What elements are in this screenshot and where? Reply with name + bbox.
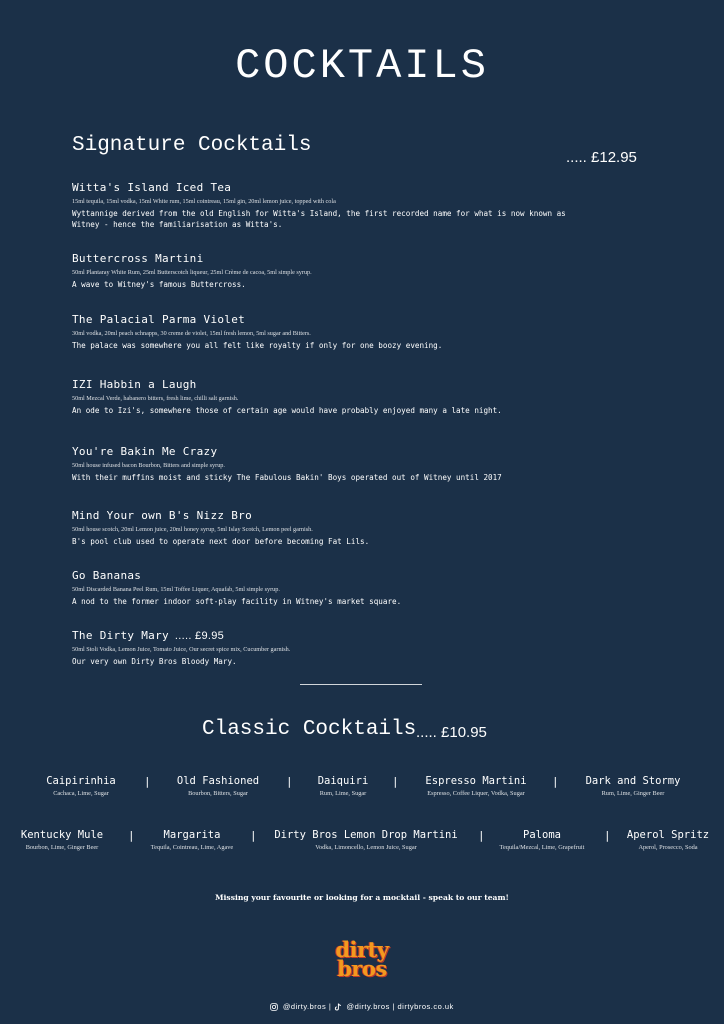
classic-ingredients: Tequila, Cointreau, Lime, Agave [150, 844, 234, 851]
classic-name: Paloma [523, 829, 561, 841]
separator: | [478, 829, 485, 842]
classic-name: Kentucky Mule [20, 829, 104, 841]
cocktail-description: With their muffins moist and sticky The Fabulous Bakin' Boys operated out of Witney until 2017 [72, 473, 502, 482]
cocktail-ingredients: 50ml Plantaray White Rum, 25ml Butterscotch liqueur, 25ml Crème de cacoa, 5ml simple syrup. [72, 269, 312, 276]
separator: | [128, 829, 135, 842]
mocktail-note: Missing your favourite or looking for a mocktail - speak to our team! [215, 893, 509, 902]
classic-ingredients: Rum, Lime, Ginger Beer [601, 790, 665, 797]
cocktail-item [72, 252, 612, 290]
footer [0, 1001, 724, 1011]
separator: | [286, 775, 293, 788]
separator: | [604, 829, 611, 842]
cocktail-description: A nod to the former indoor soft-play facility in Witney's market square. [72, 597, 402, 606]
logo-line-1: dirty [335, 937, 389, 962]
classic-ingredients: Aperol, Prosecco, Soda [638, 844, 698, 851]
classic-ingredients: Rum, Lime, Sugar [319, 790, 367, 797]
classic-price: ..... £10.95 [416, 724, 487, 741]
classic-item [486, 829, 598, 851]
classic-ingredients: Bourbon, Bitters, Sugar [188, 790, 248, 797]
section-divider [300, 684, 422, 685]
tiktok-icon [334, 1002, 344, 1011]
tiktok-handle[interactable]: @dirty.bros [346, 1001, 390, 1011]
cocktail-item [72, 569, 612, 607]
cocktail-description: B's pool club used to operate next door before becoming Fat Lils. [72, 537, 370, 546]
classic-item [132, 829, 252, 851]
separator: | [250, 829, 257, 842]
cocktail-name: The Dirty Mary [72, 629, 169, 642]
cocktail-item [72, 181, 612, 230]
cocktail-description: Wyttannige derived from the old English for Witta's Island, the first recorded name for what is now known as Witney - hence the familiarisation as Witta's. [72, 209, 566, 229]
cocktail-item [72, 378, 612, 416]
cocktail-description: A wave to Witney's famous Buttercross. [72, 280, 246, 289]
cocktail-ingredients: 50ml Stoli Vodka, Lemon Juice, Tomato Juice, Our secret spice mix, Cucumber garnish. [72, 646, 291, 653]
separator: | [392, 775, 399, 788]
instagram-handle[interactable]: @dirty.bros [282, 1001, 327, 1011]
classic-item [158, 775, 278, 797]
separator: | [552, 775, 559, 788]
cocktail-name: Witta's Island Iced Tea [72, 181, 232, 194]
cocktail-name: IZI Habbin a Laugh [72, 378, 197, 391]
cocktail-item [72, 313, 612, 351]
signature-price: ..... £12.95 [566, 149, 637, 166]
cocktail-name: Go Bananas [72, 569, 142, 582]
cocktail-item [72, 629, 612, 667]
classic-item [14, 829, 110, 851]
cocktail-ingredients: 50ml Mezcal Verde, habanero bitters, fresh lime, chilli salt garnish. [72, 395, 239, 402]
cocktail-name: Buttercross Martini [72, 252, 204, 265]
signature-heading: Signature Cocktails [72, 134, 312, 157]
cocktail-name: The Palacial Parma Violet [72, 313, 246, 326]
classic-name: Dark and Stormy [585, 775, 681, 787]
dirty-bros-logo [310, 937, 414, 981]
cocktail-ingredients: 30ml vodka, 20ml peach schnapps, 30 creme de violet, 15ml fresh lemon, 5ml sugar and Bitters. [72, 330, 311, 337]
classic-ingredients: Cachaca, Lime, Sugar [53, 790, 109, 797]
classic-ingredients: Vodka, Limoncello, Lemon Juice, Sugar [315, 844, 417, 851]
cocktail-name-row [72, 629, 612, 642]
classic-ingredients: Tequila/Mezcal, Lime, Grapefruit [499, 844, 585, 851]
classic-name: Dirty Bros Lemon Drop Martini [274, 829, 458, 841]
classic-item [268, 829, 464, 851]
footer-divider: | [392, 1001, 395, 1011]
classic-name: Old Fashioned [176, 775, 260, 787]
classic-name: Caipirinhia [46, 775, 116, 787]
classic-item [26, 775, 136, 797]
classic-ingredients: Bourbon, Lime, Ginger Beer [25, 844, 99, 851]
cocktail-price: ..... £9.95 [174, 630, 225, 642]
cocktail-name: You're Bakin Me Crazy [72, 445, 218, 458]
classic-item [406, 775, 546, 797]
logo-line-2: bros [337, 956, 387, 981]
classic-name: Margarita [163, 829, 221, 841]
cocktail-description: An ode to Izi's, somewhere those of certain age would have probably enjoyed many a late night. [72, 406, 502, 415]
cocktail-ingredients: 50ml house infused bacon Bourbon, Bitters and simple syrup. [72, 462, 225, 469]
cocktail-description: The palace was somewhere you all felt like royalty if only for one boozy evening. [72, 341, 443, 350]
classic-item [620, 829, 716, 851]
cocktail-item [72, 509, 612, 547]
footer-divider: | [328, 1001, 332, 1011]
classic-item [568, 775, 698, 797]
classic-item [300, 775, 386, 797]
page-title: COCKTAILS [235, 42, 489, 90]
classic-ingredients: Espresso, Coffee Liquer, Vodka, Sugar [427, 790, 525, 797]
separator: | [144, 775, 151, 788]
cocktail-ingredients: 50ml house scotch, 20ml Lemon juice, 20ml honey syrup, 5ml Islay Scotch, Lemon peel garnish. [72, 526, 313, 533]
cocktail-ingredients: 15ml tequila, 15ml vodka, 15ml White rum, 15ml cointreau, 15ml gin, 20ml lemon juice, topped with cola [72, 198, 336, 205]
instagram-icon [270, 1002, 280, 1011]
cocktail-item [72, 445, 612, 483]
classic-heading: Classic Cocktails [202, 718, 417, 741]
cocktail-description: Our very own Dirty Bros Bloody Mary. [72, 657, 237, 666]
website-link[interactable]: dirtybros.co.uk [397, 1001, 454, 1011]
cocktail-ingredients: 50ml Discarded Banana Peel Rum, 15ml Toffee Liquer, Aquafab, 5ml simple syrup. [72, 586, 280, 593]
cocktail-name: Mind Your own B's Nizz Bro [72, 509, 252, 522]
classic-name: Espresso Martini [425, 775, 527, 787]
classic-name: Aperol Spritz [626, 829, 710, 841]
classic-name: Daiquiri [317, 775, 369, 787]
